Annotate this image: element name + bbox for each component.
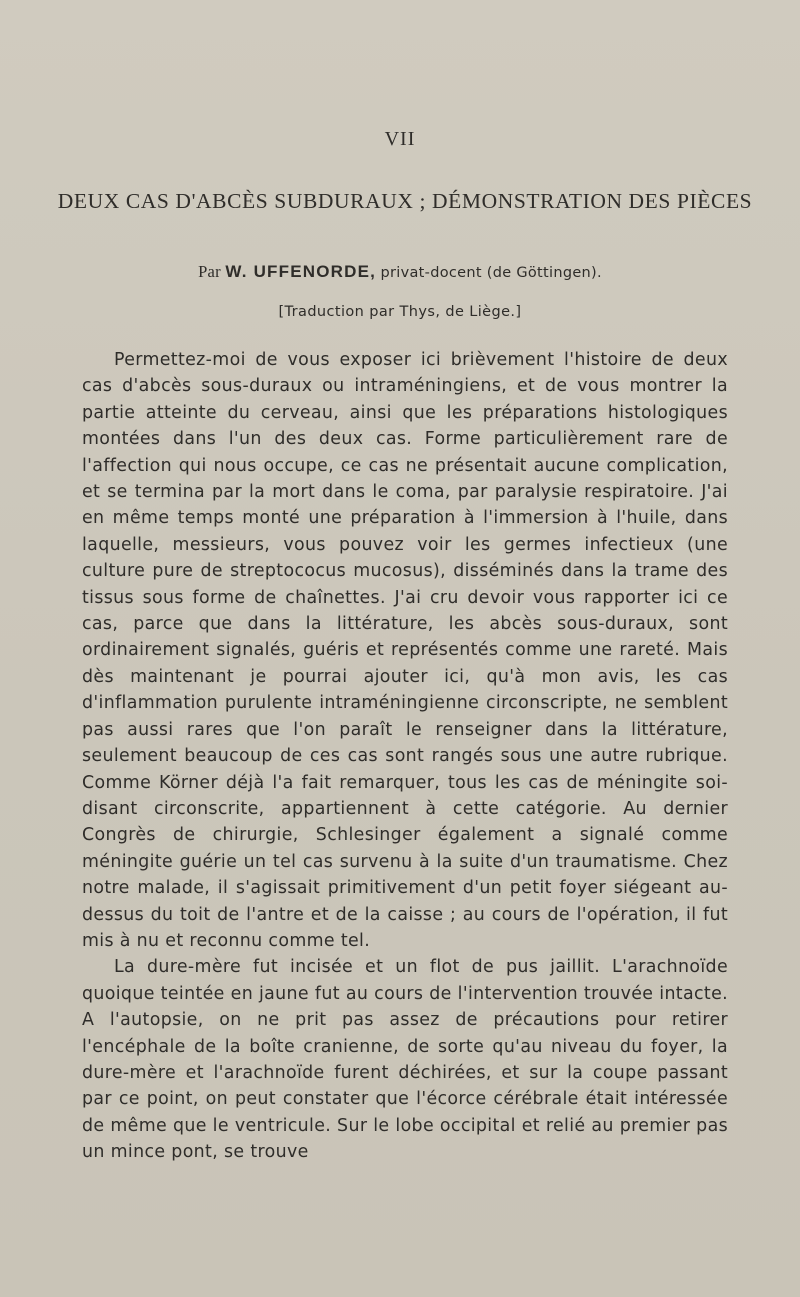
byline-prefix: Par xyxy=(198,262,221,281)
author-affiliation: privat-docent (de Göttingen). xyxy=(380,265,602,281)
translation-note: [Traduction par Thys, de Liège.] xyxy=(278,304,522,320)
byline xyxy=(0,262,800,282)
article-body xyxy=(82,347,728,1166)
paragraph-2: La dure-mère fut incisée et un flot de pus jaillit. L'arachnoïde quoique teintée en jaune fut au cours de l'intervention trouvée intacte. A l'autopsie, on ne prit pas assez de précautions pour retirer l'encéphale de la boîte cranienne, de sorte qu'au niveau du foyer, la dure-mère et l'arachnoïde furent déchirées, et sur la coupe passant par ce point, on peut constater que l'écorce cérébrale était intéressée de même que le ventricule. Sur le lobe occipital et relié au premier pas un mince pont, se trouve xyxy=(82,957,728,1163)
article-title: DEUX CAS D'ABCÈS SUBDURAUX ; DÉMONSTRATION DES PIÈCES xyxy=(57,189,753,213)
paragraph-1: Permettez-moi de vous exposer ici brièvement l'histoire de deux cas d'abcès sous-duraux ou intraméningiens, et de vous montrer la partie atteinte du cerveau, ainsi que les préparations histologiques montées dans l'un des deux cas. Forme particulièrement rare de l'affection qui nous occupe, ce cas ne présentait aucune complication, et se termina par la mort dans le coma, par paralysie respiratoire. J'ai en même temps monté une préparation à l'immersion à l'huile, dans laquelle, messieurs, vous pouvez voir les germes infectieux (une culture pure de streptococus mucosus), disséminés dans la trame des tissus sous forme de chaînettes. J'ai cru devoir vous rapporter ici ce cas, parce que dans la littérature, les abcès sous-duraux, sont ordinairement signalés, guéris et représentés comme une rareté. Mais dès maintenant je pourrai ajouter ici, qu'à mon avis, les cas d'inflammation purulente intraméningienne circonscripte, ne semblent pas aussi rares que l'on paraît le renseigner dans la littérature, seulement beaucoup de ces cas sont rangés sous une autre rubrique. Comme Körner déjà l'a fait remarquer, tous les cas de méningite soi-disant circonscrite, appartiennent à cette catégorie. Au dernier Congrès de chirurgie, Schlesinger également a signalé comme méningite guérie un tel cas survenu à la suite d'un traumatisme. Chez notre malade, il s'agissait primitivement d'un petit foyer siégeant au-dessus du toit de l'antre et de la caisse ; au cours de l'opération, il fut mis à nu et reconnu comme tel. xyxy=(82,350,728,951)
chapter-number: VII xyxy=(384,128,416,150)
author-name: W. UFFENORDE, xyxy=(225,262,377,281)
